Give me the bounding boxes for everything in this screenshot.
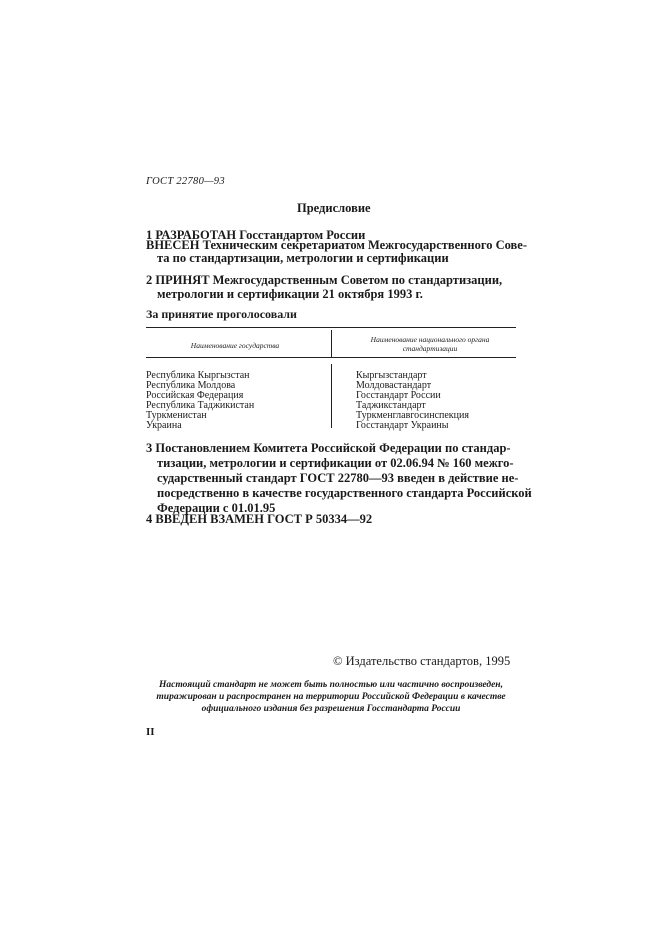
- item-3-line-5: Федерации с 01.01.95: [157, 501, 276, 515]
- item-1-line-2: ВНЕСЕН Техническим секретариатом Межгосударственного Сове-: [146, 238, 528, 252]
- table-body-divider: [331, 364, 332, 428]
- table-header-state: Наименование государства: [190, 341, 280, 350]
- table-row-state: Российская Федерация: [146, 390, 244, 401]
- document-code: ГОСТ 22780—93: [146, 176, 225, 187]
- table-row-state: Республика Таджикистан: [146, 400, 255, 411]
- table-top-rule: [146, 327, 516, 328]
- item-1-line-1: 1 РАЗРАБОТАН Госстандартом России: [146, 228, 366, 242]
- table-row-state: Республика Молдова: [146, 380, 236, 391]
- page-title: Предисловие: [297, 201, 371, 215]
- table-header-body: Наименование национального органа стандартизации: [370, 335, 490, 353]
- page-number: II: [146, 726, 155, 738]
- table-header-rule: [146, 357, 516, 358]
- table-header-divider: [331, 330, 332, 358]
- table-row-body: Таджикстандарт: [356, 400, 426, 411]
- item-4: 4 ВВЕДЕН ВЗАМЕН ГОСТ Р 50334—92: [146, 512, 373, 526]
- table-row-state: Украина: [146, 420, 182, 431]
- table-row-body: Госстандарт Украины: [356, 420, 449, 431]
- item-2-line-2: метрологии и сертификации 21 октября 1993 г.: [157, 287, 423, 301]
- notice-line-1: Настоящий стандарт не может быть полностью или частично воспроизведен,: [159, 680, 503, 690]
- item-2-line-1: 2 ПРИНЯТ Межгосударственным Советом по стандартизации,: [146, 273, 503, 287]
- item-3-line-1: 3 Постановлением Комитета Российской Федерации по стандар-: [146, 441, 511, 455]
- table-row-body: Кыргызстандарт: [356, 370, 427, 381]
- vote-heading: За принятие проголосовали: [146, 307, 297, 321]
- table-row-body: Молдовастандарт: [356, 380, 432, 391]
- table-row-body: Госстандарт России: [356, 390, 441, 401]
- notice-line-2: тиражирован и распространен на территории Российской Федерации в качестве: [156, 692, 506, 702]
- item-3-line-2: тизации, метрологии и сертификации от 02.06.94 № 160 межго-: [157, 456, 514, 470]
- copyright: © Издательство стандартов, 1995: [333, 654, 511, 668]
- table-row-state: Республика Кыргызстан: [146, 370, 250, 381]
- item-3-line-3: сударственный стандарт ГОСТ 22780—93 введен в действие не-: [157, 471, 519, 485]
- notice-line-3: официального издания без разрешения Госстандарта России: [201, 704, 461, 714]
- table-row-state: Туркменистан: [146, 410, 207, 421]
- item-1-line-3: та по стандартизации, метрологии и сертификации: [157, 251, 449, 265]
- table-row-body: Туркменглавгосинспекция: [356, 410, 469, 421]
- item-3-line-4: посредственно в качестве государственного стандарта Российской: [157, 486, 532, 500]
